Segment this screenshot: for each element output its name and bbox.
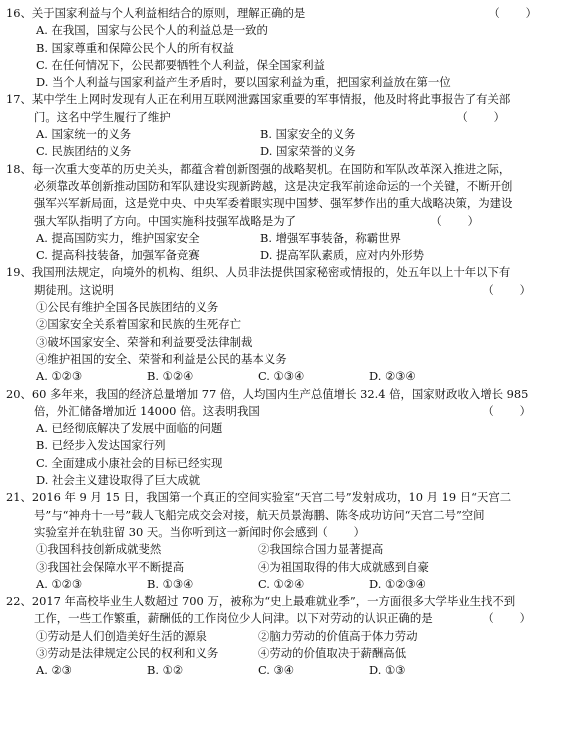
option-a: A. 国家统一的义务: [36, 127, 132, 142]
answer-parentheses: （ ）: [482, 611, 532, 626]
question-stem-continued: 实验室并在轨驻留 30 天。当你听到这一新闻时你会感到: [34, 524, 318, 539]
option-d: D. 提高军队素质，应对内外形势: [260, 248, 425, 263]
option-b: B. ①②④: [147, 369, 194, 384]
option-b: B. 增强军事装备，称霸世界: [260, 230, 401, 245]
question-stem-continued: 号”与“神舟十一号”载人飞船完成交会对接，航天员景海鹏、陈冬成功访问“天宫二号”空间: [34, 507, 485, 522]
option-b: B. 国家尊重和保障公民个人的所有权益: [36, 40, 234, 55]
option-c: C. 在任何情况下，公民都要牺牲个人利益，保全国家利益: [36, 57, 325, 72]
statement-1: ①公民有维护全国各民族团结的义务: [36, 300, 219, 315]
statement-1: ①劳动是人们创造美好生活的源泉: [36, 628, 207, 643]
statement-3: ③破坏国家安全、荣誉和利益要受法律制裁: [36, 334, 253, 349]
option-c: C. 提高科技装备，加强军备竞赛: [36, 248, 200, 263]
answer-parentheses: （ ）: [482, 403, 532, 418]
option-d: D. 社会主义建设取得了巨大成就: [36, 473, 201, 488]
question-17: [6, 91, 562, 160]
option-a: A. 提高国防实力，维护国家安全: [36, 230, 200, 245]
option-d: D. ①②③④: [369, 576, 426, 591]
option-a: A. ②③: [36, 663, 72, 678]
question-21: [6, 489, 562, 593]
option-a: A. 在我国，国家与公民个人的利益总是一致的: [36, 23, 268, 38]
option-d: D. 国家荣誉的义务: [260, 144, 356, 159]
option-c: C. ③④: [258, 663, 294, 678]
statement-4: ④维护祖国的安全、荣誉和利益是公民的基本义务: [36, 351, 287, 366]
option-b: B. ①②: [147, 663, 184, 678]
option-c: C. 民族团结的义务: [36, 144, 132, 159]
question-stem-continued: 门。这名中学生履行了维护: [34, 109, 171, 124]
question-stem-continued: 工作，一些工作繁重，薪酬低的工作岗位少人问津。以下对劳动的认识正确的是: [34, 611, 433, 626]
question-stem: 16、关于国家利益与个人利益相结合的原则，理解正确的是: [6, 6, 306, 20]
option-c: C. 全面建成小康社会的目标已经实现: [36, 455, 223, 470]
option-d: D. 当个人利益与国家利益产生矛盾时，要以国家利益为重，把国家利益放在第一位: [36, 75, 451, 90]
option-d: D. ②③④: [369, 369, 416, 384]
question-20: [6, 386, 562, 490]
option-a: A. ①②③: [36, 369, 83, 384]
option-b: B. 国家安全的义务: [260, 127, 356, 142]
statement-1: ①我国科技创新成就斐然: [36, 542, 162, 557]
question-stem-continued: 期徒刑。这说明: [34, 282, 114, 297]
question-22: [6, 593, 562, 679]
option-a: A. 已经彻底解决了发展中面临的问题: [36, 421, 223, 436]
statement-4: ④劳动的价值取决于薪酬高低: [258, 645, 407, 660]
question-stem-continued: 强大军队指明了方向。中国实施科技强军战略是为了: [34, 213, 296, 228]
question-16: [6, 5, 562, 91]
option-d: D. ①③: [369, 663, 406, 678]
statement-3: ③劳动是法律规定公民的权利和义务: [36, 645, 219, 660]
answer-parentheses: （ ）: [488, 6, 538, 20]
statement-3: ③我国社会保障水平不断提高: [36, 559, 185, 574]
question-stem: 19、我国刑法规定，向境外的机构、组织、人员非法提供国家秘密或情报的，处五年以上十年以下有: [6, 265, 511, 280]
option-c: C. ①③④: [258, 369, 305, 384]
question-stem: 20、60 多年来，我国的经济总量增加 77 倍，人均国内生产总值增长 32.4 倍，国家财政收入增长 985: [6, 386, 529, 401]
question-stem-continued: 倍，外汇储备增加近 14000 倍。这表明我国: [34, 403, 260, 418]
option-a: A. ①②③: [36, 576, 83, 591]
question-stem: 17、某中学生上网时发现有人正在利用互联网泄露国家重要的军事情报，他及时将此事报告了有关部: [6, 92, 511, 107]
answer-parentheses: （ ）: [482, 282, 532, 297]
answer-parentheses: （ ）: [456, 109, 506, 124]
statement-4: ④为祖国取得的伟大成就感到自豪: [258, 559, 429, 574]
question-stem-continued: 必须靠改革创新推动国防和军队建设实现新跨越，这是决定我军前途命运的一个关键，不断开创: [34, 178, 513, 193]
statement-2: ②我国综合国力显著提高: [258, 542, 384, 557]
question-stem: 22、2017 年高校毕业生人数超过 700 万，被称为“史上最难就业季”，一方面很多大学毕业生找不到: [6, 594, 516, 609]
question-18: [6, 161, 562, 265]
question-stem: 21、2016 年 9 月 15 日，我国第一个真正的空间实验室“天宫二号”发射成功，10 月 19 日“天宫二: [6, 490, 512, 505]
statement-2: ②脑力劳动的价值高于体力劳动: [258, 628, 418, 643]
option-c: C. ①②④: [258, 576, 305, 591]
question-stem-continued: 强军兴军新局面，这是党中央、中央军委着眼实现中国梦、强军梦作出的重大战略决策，为建设: [34, 196, 513, 211]
answer-parentheses: （ ）: [316, 524, 366, 539]
question-stem: 18、每一次重大变革的历史关头，都蕴含着创新图强的战略契机。在国防和军队改革深入推进之际，: [6, 161, 511, 176]
option-b: B. ①③④: [147, 576, 194, 591]
option-b: B. 已经步入发达国家行列: [36, 438, 166, 453]
answer-parentheses: （ ）: [430, 213, 480, 228]
question-19: [6, 264, 562, 385]
statement-2: ②国家安全关系着国家和民族的生死存亡: [36, 317, 242, 332]
